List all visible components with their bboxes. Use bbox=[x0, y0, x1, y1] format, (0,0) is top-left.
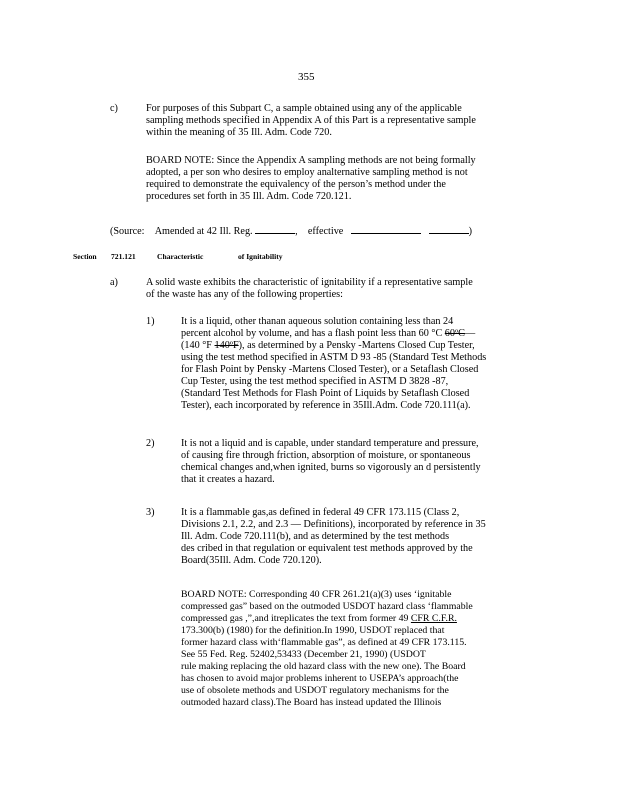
source-effective: effective bbox=[307, 226, 344, 237]
text-line: 173.300(b) (1980) for the definition.In 1990, USDOT replaced that bbox=[181, 625, 445, 636]
board-note-2 bbox=[181, 589, 531, 709]
text-line: (Standard Test Methods for Flash Point of Liquids by Setaflash Closed bbox=[181, 388, 470, 399]
text-line: outmoded hazard class).The Board has instead updated the Illinois bbox=[181, 697, 442, 708]
text-line: BOARD NOTE: Corresponding 40 CFR 261.21(a)(3) uses ‘ignitable bbox=[181, 589, 452, 600]
text-line: Ill. Adm. Code 720.111(b), and as determined by the test methods bbox=[181, 531, 450, 542]
text-line: has chosen to avoid major problems inherent to USEPA’s approach(the bbox=[181, 673, 459, 684]
struck-text: 60ºC bbox=[444, 328, 465, 339]
item-2-text bbox=[181, 438, 531, 486]
underlined-text: CFR C.F.R. bbox=[410, 613, 457, 624]
text-line: former hazard class with‘flammable gas”, as defined at 49 CFR 173.115. bbox=[181, 637, 467, 648]
text-line: within the meaning of 35 Ill. Adm. Code 720. bbox=[146, 127, 332, 138]
text-line: A solid waste exhibits the characteristic of ignitability if a representative sample bbox=[146, 277, 473, 288]
source-line bbox=[110, 224, 472, 238]
text-line: BOARD NOTE: Since the Appendix A sampling methods are not being formally bbox=[146, 155, 476, 166]
board-note-1 bbox=[146, 155, 526, 203]
source-amended: Amended at 42 Ill. Reg. bbox=[154, 226, 253, 237]
text-line: for Flash Point by Pensky -Martens Closed Tester), or a Setaflash Closed bbox=[181, 364, 479, 375]
section-title-a: Characteristic bbox=[157, 252, 204, 261]
text-line: Board(35Ill. Adm. Code 720.120). bbox=[181, 555, 322, 566]
page-number: 355 bbox=[298, 71, 315, 83]
text-line: It is not a liquid and is capable, under standard temperature and pressure, bbox=[181, 438, 479, 449]
subsection-c-text bbox=[146, 103, 526, 139]
subsection-a-marker: a) bbox=[110, 277, 118, 288]
text-line: use of obsolete methods and USDOT regulatory mechanisms for the bbox=[181, 685, 449, 696]
item-1-marker: 1) bbox=[146, 316, 155, 327]
text-segment: compressed gas ,”,and itreplicates the text from former 49 bbox=[181, 613, 409, 624]
text-line: of causing fire through friction, absorption of moisture, or spontaneous bbox=[181, 450, 471, 461]
text-segment: percent alcohol by volume, and has a flash point less than 60 °C bbox=[181, 328, 443, 339]
text-line: rule making replacing the old hazard class with the new one). The Board bbox=[181, 661, 466, 672]
item-3-marker: 3) bbox=[146, 507, 155, 518]
text-line: chemical changes and,when ignited, burns so vigorously an d persistently bbox=[181, 462, 481, 473]
text-line: See 55 Fed. Reg. 52402,53433 (December 21, 1990) (USDOT bbox=[181, 649, 426, 660]
text-line: using the test method specified in ASTM D 93 -85 (Standard Test Methods bbox=[181, 352, 487, 363]
item-3-text bbox=[181, 507, 531, 567]
source-comma: , bbox=[295, 226, 298, 237]
item-1-text bbox=[181, 316, 531, 412]
text-line: des cribed in that regulation or equivalent test methods approved by the bbox=[181, 543, 473, 554]
date-blank-2 bbox=[429, 224, 469, 234]
text-line bbox=[181, 340, 531, 352]
text-line: of the waste has any of the following properties: bbox=[146, 289, 343, 300]
text-line: Divisions 2.1, 2.2, and 2.3 — Definitions), incorporated by reference in 35 bbox=[181, 519, 486, 530]
subsection-c-marker: c) bbox=[110, 103, 118, 114]
item-2-marker: 2) bbox=[146, 438, 155, 449]
register-blank bbox=[255, 224, 295, 234]
text-line bbox=[181, 613, 531, 625]
text-line: procedures set forth in 35 Ill. Adm. Code 720.121. bbox=[146, 191, 352, 202]
text-line: Tester), each incorporated by reference in 35Ill.Adm. Code 720.111(a). bbox=[181, 400, 471, 411]
date-blank bbox=[351, 224, 421, 234]
section-title-b: of Ignitability bbox=[238, 252, 283, 261]
text-line: adopted, a per son who desires to employ analternative sampling method is not bbox=[146, 167, 468, 178]
source-prefix: (Source: bbox=[110, 226, 145, 237]
section-number: 721.121 bbox=[111, 252, 136, 261]
text-line: It is a flammable gas,as defined in federal 49 CFR 173.115 (Class 2, bbox=[181, 507, 460, 518]
text-segment: ), as determined by a Pensky -Martens Closed Cup Tester, bbox=[238, 340, 475, 351]
text-line: that it creates a hazard. bbox=[181, 474, 275, 485]
text-line: percent alcohol by volume, and has a flash point less than 60 °C 60ºC— bbox=[181, 328, 476, 339]
text-line: For purposes of this Subpart C, a sample obtained using any of the applicable bbox=[146, 103, 462, 114]
text-line: sampling methods specified in Appendix A of this Part is a representative sample bbox=[146, 115, 476, 126]
text-segment: (140 °F bbox=[181, 340, 212, 351]
text-line: It is a liquid, other thanan aqueous solution containing less than 24 bbox=[181, 316, 454, 327]
struck-text: 140ºF bbox=[214, 340, 239, 351]
section-label: Section bbox=[73, 252, 97, 261]
text-line: compressed gas” based on the outmoded USDOT hazard class ‘flammable bbox=[181, 601, 473, 612]
text-line: required to demonstrate the equivalency of the person’s method under the bbox=[146, 179, 446, 190]
source-close: ) bbox=[468, 226, 473, 237]
text-line: Cup Tester, using the test method specified in ASTM D 3828 -87, bbox=[181, 376, 449, 387]
subsection-a-text bbox=[146, 277, 526, 301]
